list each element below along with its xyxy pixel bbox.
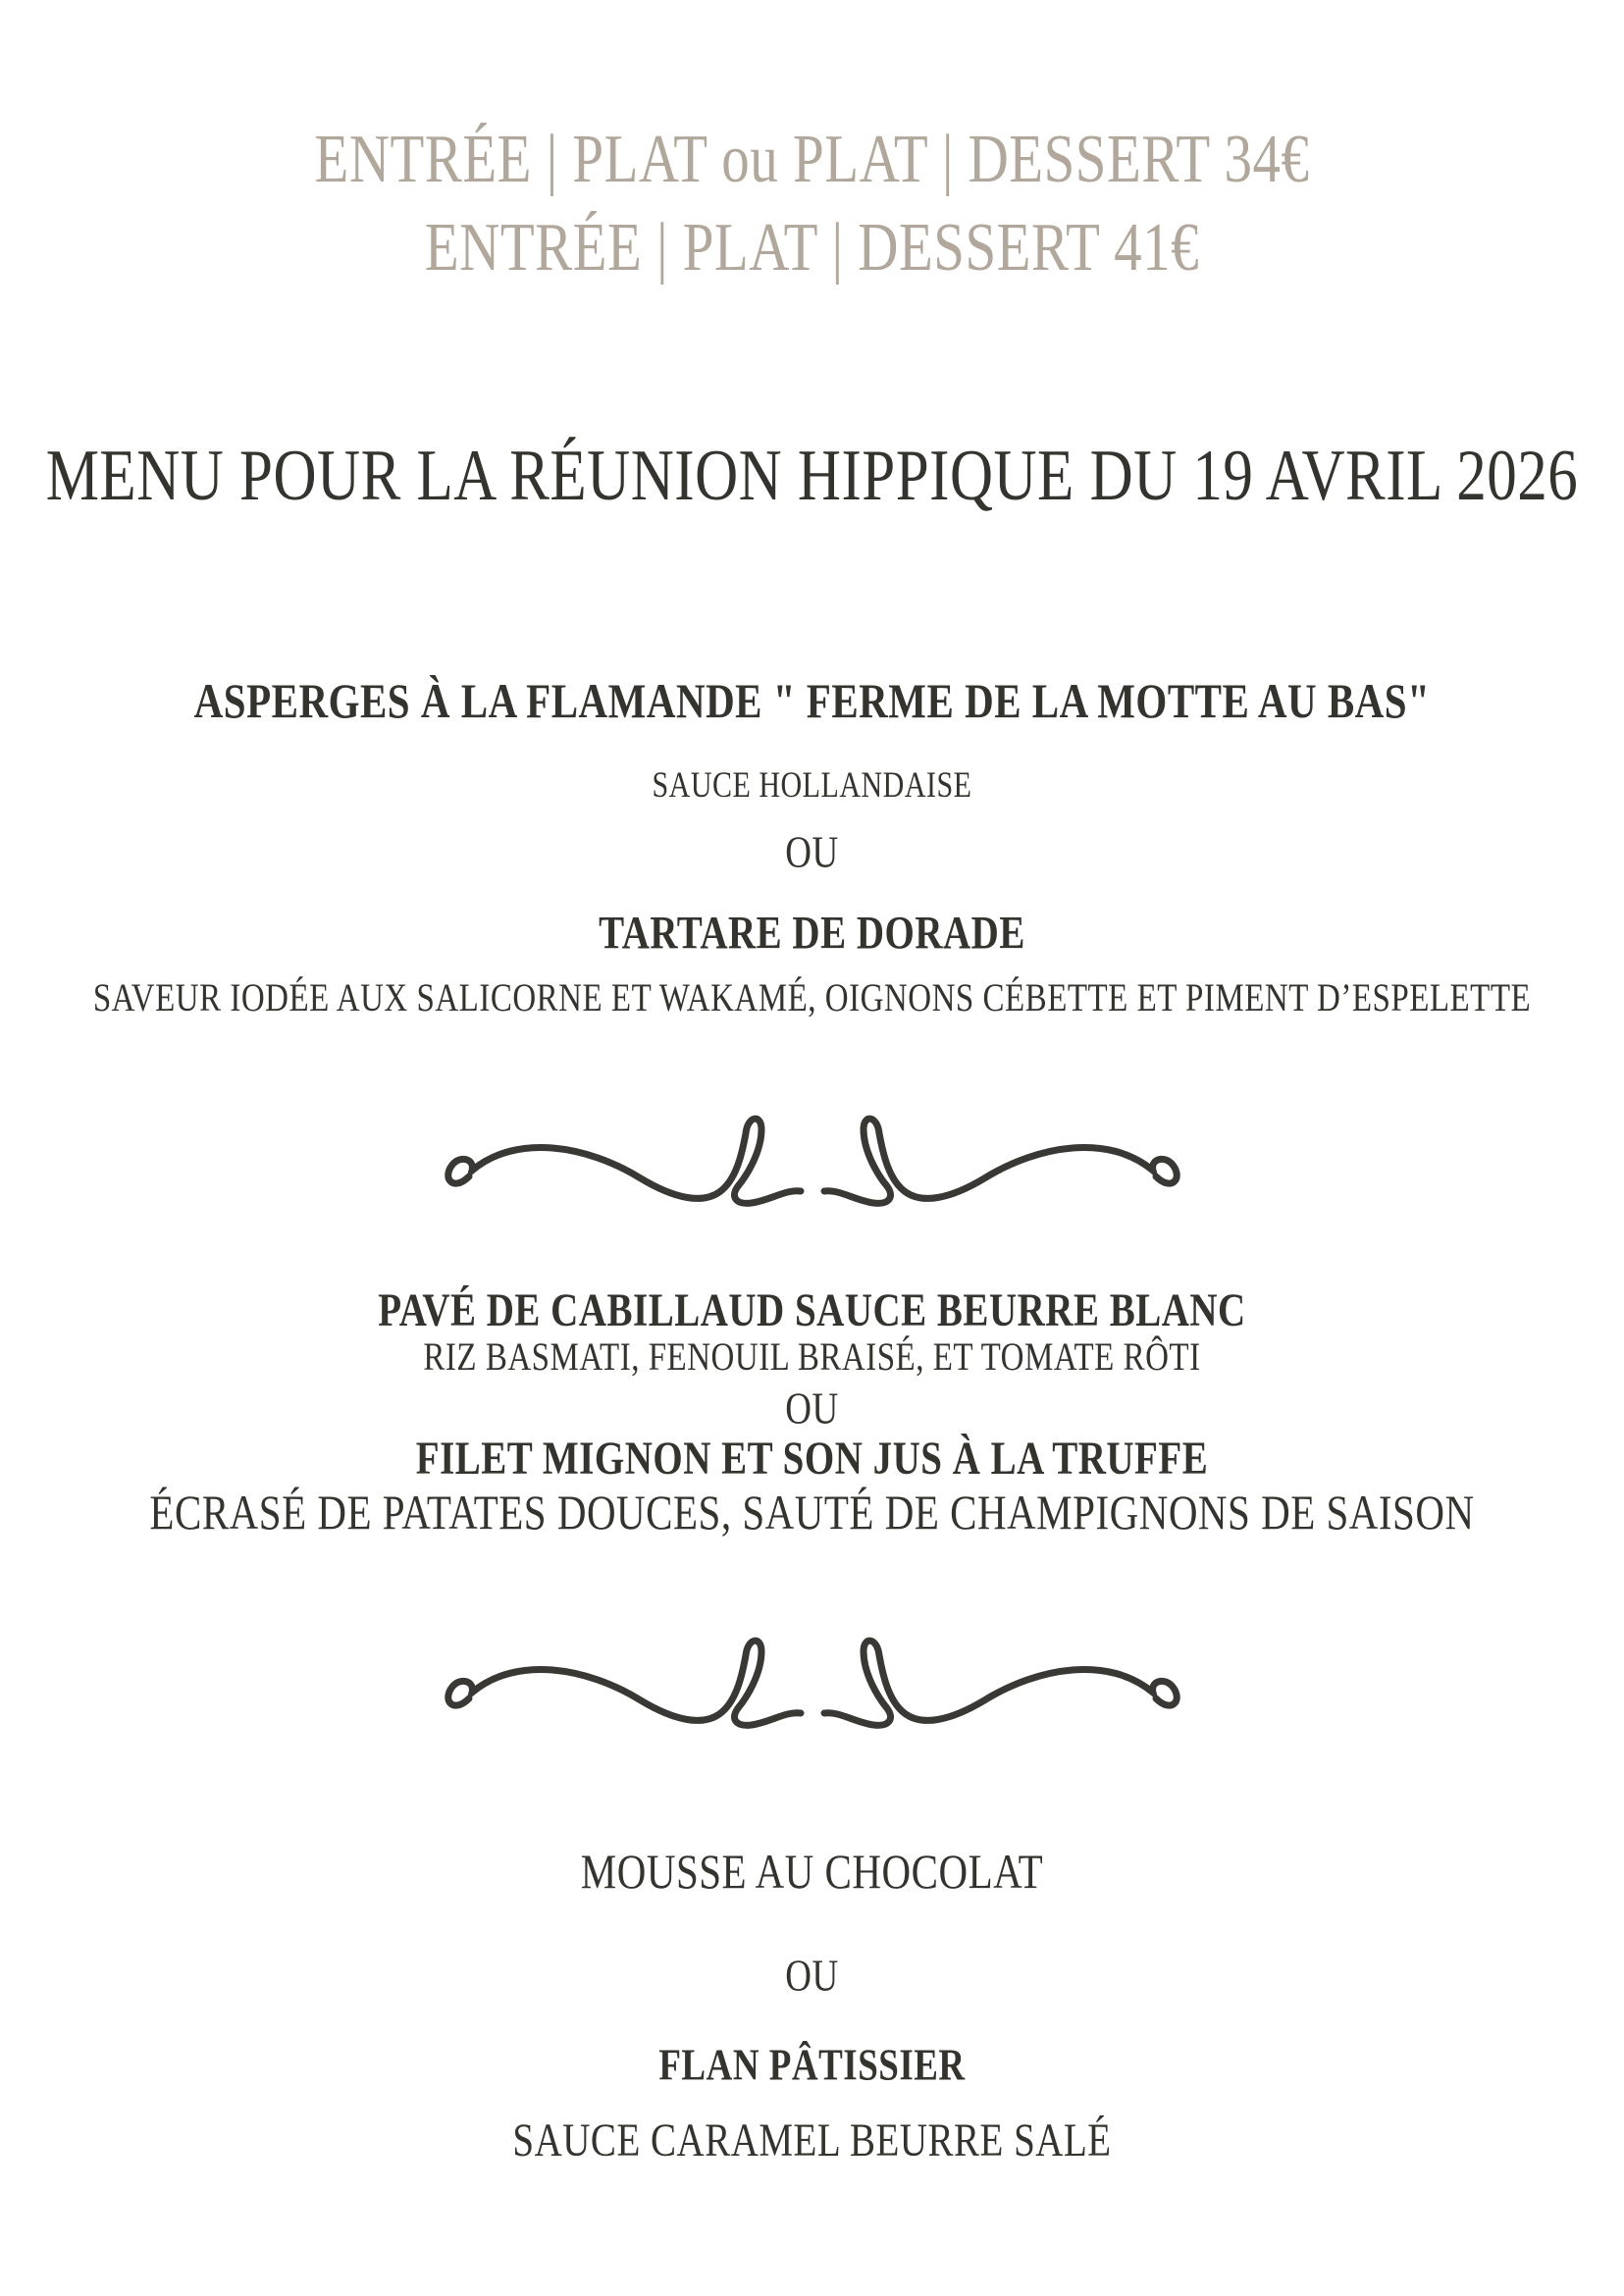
formule-line-1: ENTRÉE | PLAT ou PLAT | DESSERT 34€ [314,121,1310,197]
starters-or-row [0,828,1624,878]
starters-or-label: OU [785,828,839,878]
swirl-flourish-icon [440,1104,1185,1210]
menu-title: MENU POUR LA RÉUNION HIPPIQUE DU 19 AVRIL 2026 [45,436,1579,517]
main-1-desc-row [0,1336,1624,1381]
flourish-divider-2 [0,1626,1624,1732]
dessert-2-name: FLAN PÂTISSIER [658,2041,966,2091]
main-1-name: PAVÉ DE CABILLAUD SAUCE BEURRE BLANC [378,1284,1246,1337]
dessert-2-desc-row [0,2114,1624,2167]
starter-1-desc: SAUCE HOLLANDAISE [652,765,972,806]
starter-2-desc-row [0,977,1624,1021]
swirl-flourish-icon [440,1626,1185,1732]
dessert-1-name: MOUSSE AU CHOCOLAT [580,1844,1044,1900]
main-2-desc-row [0,1485,1624,1540]
starter-2-name-row [0,908,1624,961]
starter-2-desc: SAVEUR IODÉE AUX SALICORNE ET WAKAMÉ, OIGNONS CÉBETTE ET PIMENT D’ESPELETTE [92,977,1532,1021]
main-2-name: FILET MIGNON ET SON JUS À LA TRUFFE [415,1433,1209,1486]
main-2-name-row [0,1433,1624,1486]
main-1-name-row [0,1284,1624,1337]
starter-2-name: TARTARE DE DORADE [599,908,1025,961]
formule-line-2: ENTRÉE | PLAT | DESSERT 41€ [424,210,1200,286]
desserts-section [0,1844,1624,2167]
formule-line-1-row [0,116,1624,204]
starter-1-desc-row [0,765,1624,806]
desserts-or-row [0,1952,1624,2002]
mains-or-label: OU [785,1384,839,1435]
dessert-1-name-row [0,1844,1624,1900]
formule-line-2-row [0,204,1624,292]
dessert-2-desc: SAUCE CARAMEL BEURRE SALÉ [512,2114,1112,2167]
desserts-or-label: OU [785,1952,839,2002]
menu-title-row [0,436,1624,517]
flourish-divider-1 [0,1104,1624,1210]
mains-section [0,1284,1624,1540]
starter-1-name-row [0,673,1624,729]
mains-or-row [0,1384,1624,1435]
starters-section [0,673,1624,1021]
main-1-desc: RIZ BASMATI, FENOUIL BRAISÉ, ET TOMATE RÔTI [423,1336,1201,1381]
main-2-desc: ÉCRASÉ DE PATATES DOUCES, SAUTÉ DE CHAMPIGNONS DE SAISON [149,1485,1475,1540]
starter-1-name: ASPERGES À LA FLAMANDE " FERME DE LA MOTTE AU BAS" [193,673,1431,729]
dessert-2-name-row [0,2041,1624,2091]
formules-header [0,0,1624,292]
